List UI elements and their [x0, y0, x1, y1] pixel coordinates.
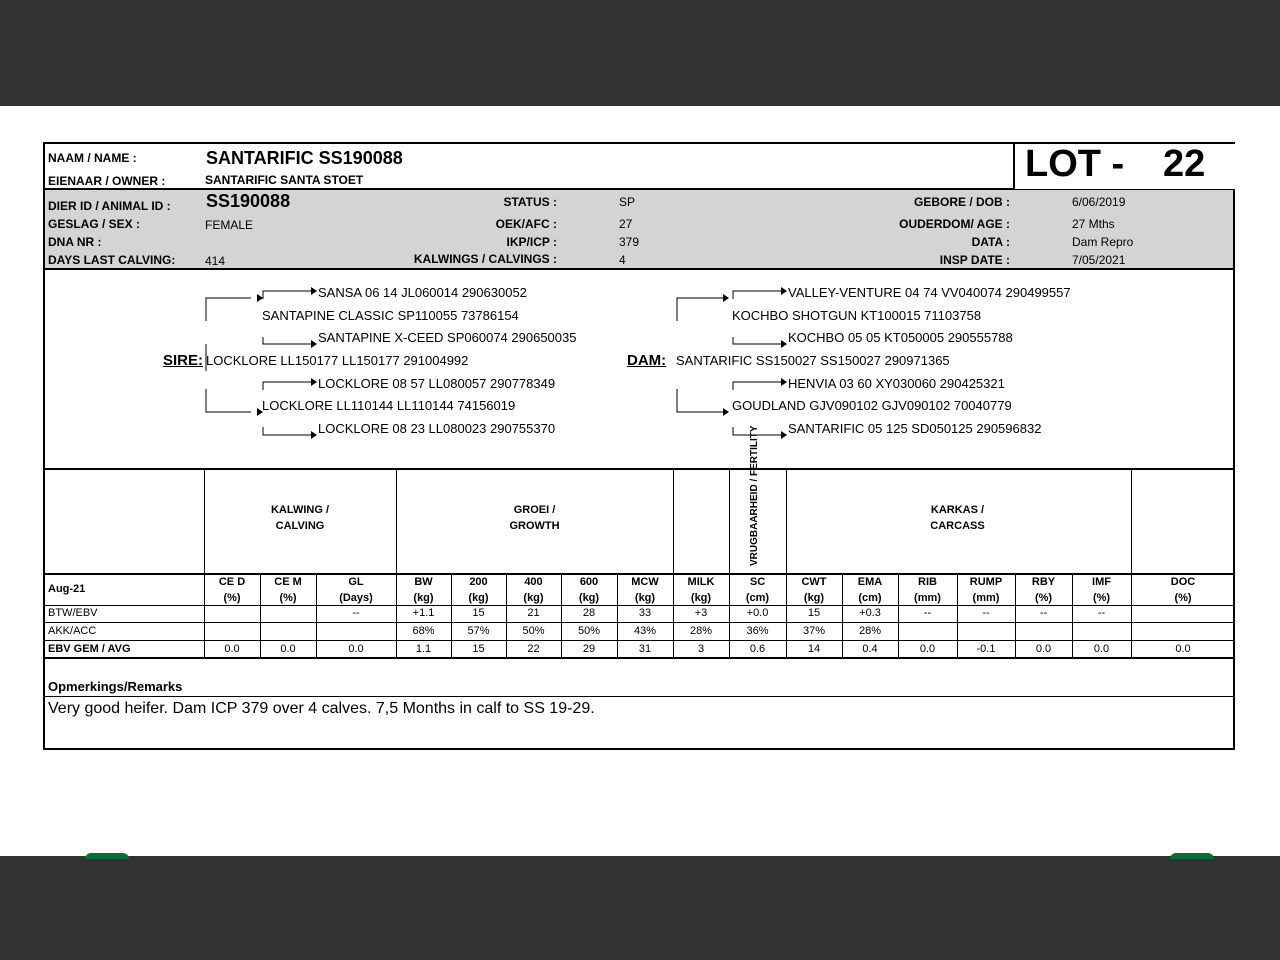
ebv-cell: 0.0 [348, 643, 364, 655]
dob-label: GEBORE / DOB : [913, 195, 1010, 209]
dam-sire: KOCHBO SHOTGUN KT100015 71103758 [732, 308, 982, 323]
ebv-cell: +3 [694, 607, 708, 619]
lot-box [1013, 144, 1235, 189]
status-value: SP [619, 195, 636, 209]
pedigree [45, 270, 1235, 468]
ebv-cell: -- [1097, 607, 1106, 619]
ebv-cell: 0.0 [280, 643, 296, 655]
owner-label: EIENAAR / OWNER : [48, 174, 166, 188]
right-logo-arc [1170, 853, 1214, 859]
group-calving: KALWING / CALVING [270, 504, 330, 532]
ebv-cell: -0.1 [976, 643, 996, 655]
ebv-col-line [204, 468, 205, 657]
col-header-200: 200 (kg) [468, 576, 489, 604]
dna-label: DNA NR : [48, 235, 102, 249]
left-logo-arc [85, 853, 129, 859]
name-label: NAAM / NAME : [48, 151, 137, 165]
ebv-cell: 0.0 [919, 643, 936, 655]
afc-label: OEK/AFC : [495, 217, 557, 231]
ebv-cell: 36% [746, 625, 769, 637]
lot-label: LOT - [1025, 143, 1125, 185]
sire-dam-sire: LOCKLORE 08 57 LL080057 290778349 [318, 376, 556, 391]
sex-label: GESLAG / SEX : [48, 217, 141, 231]
sex-value: FEMALE [205, 218, 254, 232]
col-header-ce-m: CE M (%) [274, 576, 302, 604]
lot-sheet [43, 142, 1235, 750]
col-header-ce-d: CE D (%) [218, 576, 246, 604]
ebv-cell: 28 [582, 607, 596, 619]
ebv-cell: +0.3 [859, 607, 881, 619]
owner-value: SANTARIFIC SANTA STOET [205, 173, 364, 187]
ebv-cell: 43% [633, 625, 657, 637]
ebv-cell: +0.0 [746, 607, 769, 619]
top-dark-band [0, 0, 1280, 106]
dob-value: 6/06/2019 [1072, 195, 1126, 209]
dam-sire-sire: VALLEY-VENTURE 04 74 VV040074 290499557 [788, 285, 1071, 300]
ebv-cell: 0.0 [1035, 643, 1052, 655]
ebv-cell: 3 [697, 643, 705, 655]
dam-dam: GOUDLAND GJV090102 GJV090102 70040779 [732, 398, 1012, 413]
col-header-gl: GL (Days) [339, 576, 373, 604]
animal-id-label: DIER ID / ANIMAL ID : [48, 199, 171, 213]
ebv-cell: 50% [577, 625, 601, 637]
ebv-cell: -- [982, 607, 990, 619]
sire-label: SIRE: [163, 352, 204, 369]
ebv-col-line [1131, 468, 1132, 657]
ebv-cell: 68% [412, 625, 435, 637]
col-header-600: 600 (kg) [578, 576, 600, 604]
col-header-bw: BW (kg) [413, 576, 434, 604]
ebv-cell: 0.0 [1175, 643, 1191, 655]
ebv-cell: +1.1 [412, 607, 435, 619]
ebv-cell: 28% [689, 625, 713, 637]
ebv-cell: 0.0 [224, 643, 240, 655]
col-header-rump: RUMP (mm) [969, 576, 1003, 604]
ebv-cell: 0.4 [862, 643, 878, 655]
ebv-cell: 22 [527, 643, 540, 655]
col-header-sc: SC (cm) [745, 576, 770, 604]
remarks-divider [45, 696, 1233, 697]
ebv-cell: -- [352, 607, 360, 619]
ebv-cell: 57% [467, 625, 490, 637]
ebv-cell: 50% [522, 625, 545, 637]
sire-dam: LOCKLORE LL110144 LL110144 74156019 [262, 398, 516, 413]
lot-number: 22 [1163, 143, 1206, 185]
bottom-dark-band [0, 856, 1280, 960]
calvings-value: 4 [619, 253, 626, 267]
ebv-cell: 0.6 [749, 643, 766, 655]
dam-dam-dam: SANTARIFIC 05 125 SD050125 290596832 [788, 421, 1042, 436]
col-header-imf: IMF (%) [1092, 576, 1111, 604]
row-label-avg: EBV GEM / AVG [48, 643, 131, 655]
data-value: Dam Repro [1072, 235, 1134, 249]
col-header-doc: DOC (%) [1170, 576, 1196, 604]
insp-date-label: INSP DATE : [939, 253, 1010, 267]
row-label-ebv: BTW/EBV [48, 607, 98, 619]
ebv-cell: 14 [807, 643, 821, 655]
icp-value: 379 [619, 235, 640, 249]
sire-dam-dam: LOCKLORE 08 23 LL080023 290755370 [318, 421, 556, 436]
ebv-cell: 21 [527, 607, 540, 619]
remarks-text: Very good heifer. Dam ICP 379 over 4 calves. 7,5 Months in calf to SS 19-29. [48, 700, 595, 717]
ebv-cell: 15 [472, 643, 485, 655]
ebv-cell: 37% [802, 625, 826, 637]
data-label: DATA : [971, 235, 1010, 249]
ebv-cell: 15 [472, 607, 485, 619]
sire-sire: SANTAPINE CLASSIC SP110055 73786154 [262, 308, 519, 323]
col-header-400: 400 (kg) [523, 576, 544, 604]
col-header-cwt: CWT (kg) [801, 576, 827, 604]
animal-name: SANTARIFIC SS190088 [206, 148, 403, 168]
status-label: STATUS : [503, 195, 557, 209]
col-header-ema: EMA (cm) [857, 576, 883, 604]
ebv-cell: -- [1039, 607, 1048, 619]
col-header-rby: RBY (%) [1031, 576, 1056, 604]
ebv-cell: 31 [638, 643, 652, 655]
dam-sire-dam: KOCHBO 05 05 KT050005 290555788 [788, 330, 1013, 345]
remarks-title: Opmerkings/Remarks [48, 679, 183, 694]
ebv-cell: 33 [638, 607, 652, 619]
dam-dam-sire: HENVIA 03 60 XY030060 290425321 [788, 376, 1005, 391]
ebv-date: Aug-21 [48, 583, 86, 595]
ebv-cell: 1.1 [415, 643, 432, 655]
ebv-cell: -- [923, 607, 932, 619]
group-carcass: KARKAS / CARCASS [930, 504, 985, 532]
icp-label: IKP/ICP : [506, 235, 557, 249]
group-fertility: VRUGBAARHEID / FERTILITY [749, 425, 760, 566]
dam-label: DAM: [627, 352, 667, 369]
col-header-mcw: MCW (kg) [631, 576, 659, 604]
age-label: OUDERDOM/ AGE : [899, 217, 1010, 231]
ebv-cell: 28% [858, 625, 882, 637]
ebv-cell: 0.0 [1093, 643, 1110, 655]
afc-value: 27 [619, 217, 633, 231]
age-value: 27 Mths [1072, 217, 1115, 231]
days-last-calving-value: 414 [205, 254, 226, 268]
sire: LOCKLORE LL150177 LL150177 291004992 [206, 353, 469, 368]
col-header-milk: MILK (kg) [687, 576, 715, 604]
ebv-cell: 29 [582, 643, 596, 655]
calvings-label: KALWINGS / CALVINGS : [413, 252, 557, 266]
animal-id-value: SS190088 [206, 191, 291, 211]
ebv-cell: 15 [807, 607, 821, 619]
sire-sire-dam: SANTAPINE X-CEED SP060074 290650035 [318, 330, 577, 345]
group-growth: GROEI / GROWTH [509, 504, 560, 532]
dam: SANTARIFIC SS150027 SS150027 290971365 [676, 353, 950, 368]
row-label-acc: AKK/ACC [48, 625, 97, 637]
col-header-rib: RIB (mm) [914, 576, 941, 604]
sire-sire-sire: SANSA 06 14 JL060014 290630052 [318, 285, 527, 300]
insp-date-value: 7/05/2021 [1072, 253, 1126, 267]
days-last-calving-label: DAYS LAST CALVING: [48, 253, 176, 267]
